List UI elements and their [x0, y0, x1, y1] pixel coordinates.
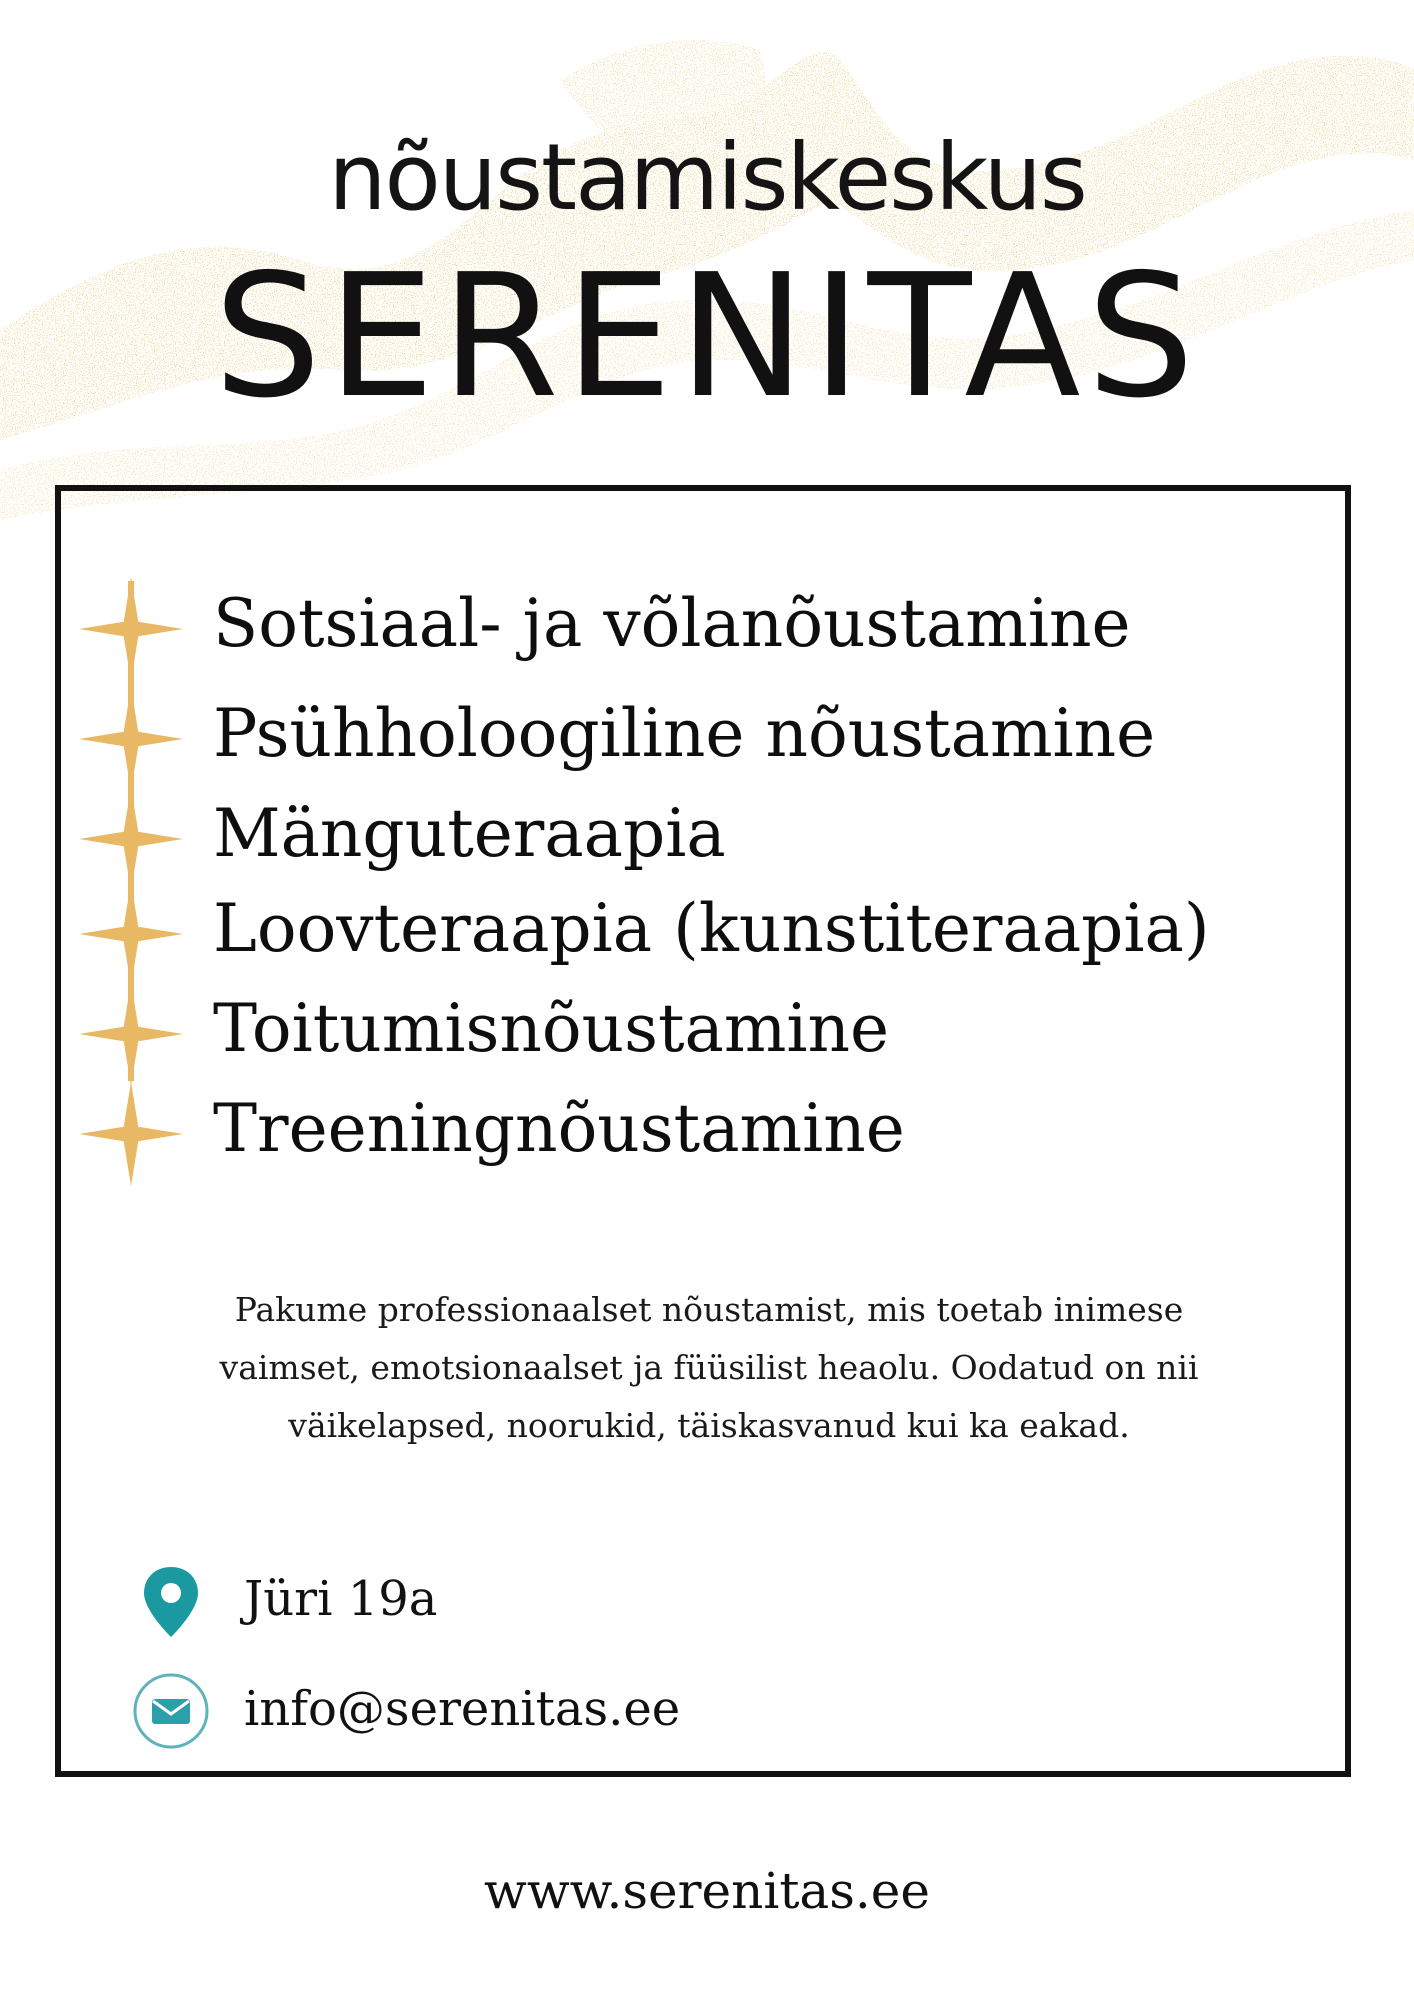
list-item — [61, 791, 1345, 891]
service-label: Treeningnõustamine — [213, 1090, 905, 1167]
email-row — [61, 1671, 1345, 1751]
four-point-star-icon — [79, 577, 183, 681]
map-pin-icon — [131, 1561, 211, 1641]
address-row — [61, 1561, 1345, 1641]
service-label: Toitumisnõustamine — [213, 990, 890, 1067]
envelope-icon — [131, 1671, 211, 1751]
content-frame — [55, 485, 1351, 1777]
list-item — [61, 581, 1345, 681]
service-label: Loovteraapia (kunstiteraapia) — [213, 890, 1210, 967]
website-link[interactable]: www.serenitas.ee — [484, 1862, 930, 1920]
four-point-star-icon — [79, 1082, 183, 1186]
email-link[interactable]: info@serenitas.ee — [244, 1681, 681, 1737]
service-label: Mänguteraapia — [213, 795, 726, 872]
list-item — [61, 691, 1345, 791]
four-point-star-icon — [79, 687, 183, 791]
description-text: Pakume professionaalset nõustamist, mis toetab inimese vaimset, emotsionaalset ja füüsilist heaolu. Oodatud on nii väikelapsed, noorukid, täiskasvanud kui ka eakad. — [219, 1290, 1199, 1445]
four-point-star-icon — [79, 882, 183, 986]
four-point-star-icon — [79, 982, 183, 1086]
service-label: Psühholoogiline nõustamine — [213, 695, 1156, 772]
service-label: Sotsiaal- ja võlanõustamine — [213, 585, 1131, 662]
address-text: Jüri 19a — [244, 1571, 438, 1627]
subtitle: nõustamiskeskus — [328, 124, 1086, 231]
list-item — [61, 886, 1345, 986]
list-item — [61, 1086, 1345, 1186]
brand-title: SERENITAS — [213, 238, 1201, 436]
list-item — [61, 986, 1345, 1086]
four-point-star-icon — [79, 787, 183, 891]
